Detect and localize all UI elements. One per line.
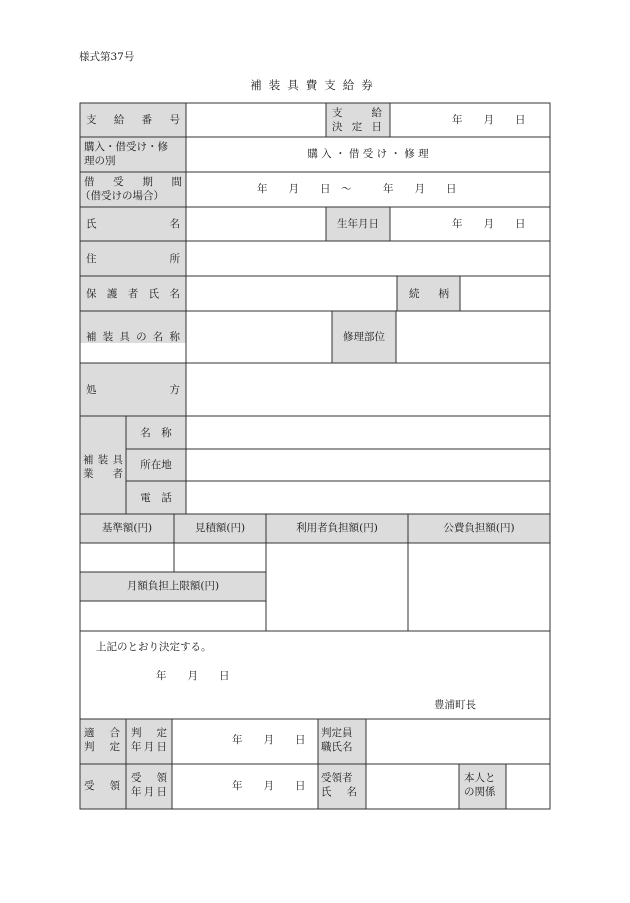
name-label: 氏 名 — [86, 218, 180, 230]
receipt-label: 受 領 — [84, 780, 120, 792]
decision-date-label-line1: 支 給 — [332, 107, 382, 119]
rental-period-label-line2: （借受けの場合） — [80, 190, 164, 202]
decision-date-value: 年 月 日 — [452, 114, 526, 126]
judge-label-line2: 職氏名 — [321, 741, 353, 753]
document-title: 補装具費支給券 — [250, 78, 380, 92]
vendor-location-label: 所在地 — [140, 459, 172, 471]
vendor-label-line2: 業 者 — [83, 468, 123, 480]
address-label: 住 所 — [86, 253, 180, 265]
receipt-date-label-line2: 年月日 — [131, 786, 167, 798]
type-label-line1: 購入・借受け・修 — [84, 141, 168, 153]
birth-date-value: 年 月 日 — [452, 218, 526, 230]
guardian-name-label: 保 護 者 氏 名 — [86, 288, 180, 300]
judgment-date-label-line1: 判 定 — [131, 727, 167, 739]
receiver-label-line2: 氏 名 — [321, 786, 357, 798]
relation-label-line1: 本人と — [464, 772, 496, 784]
vendor-label-line1: 補装具 — [83, 454, 123, 466]
judgment-label-line2: 判 定 — [84, 741, 120, 753]
public-burden-label: 公費負担額(円) — [443, 522, 515, 534]
payment-number-label: 支 給 番 号 — [86, 114, 180, 126]
judgment-date-label-line2: 年月日 — [131, 741, 167, 753]
rental-period-label-line1: 借 受 期 間 — [84, 176, 182, 188]
type-label-line2: 理の別 — [84, 155, 116, 167]
judgment-date-value: 年 月 日 — [232, 734, 306, 746]
judgment-label-line1: 適 合 — [84, 727, 120, 739]
birth-date-label: 生年月日 — [337, 218, 379, 230]
receipt-date-value: 年 月 日 — [232, 780, 306, 792]
receipt-date-label-line1: 受 領 — [131, 772, 167, 784]
decision-date-label-line2: 決 定 日 — [332, 121, 382, 133]
issuer: 豊浦町長 — [434, 699, 476, 711]
device-name-label: 補 装 具 の 名 称 — [86, 331, 180, 343]
standard-amount-label: 基準額(円) — [101, 522, 153, 534]
estimate-amount-label: 見積額(円) — [194, 522, 246, 534]
type-value: 購 入 ・ 借 受 け ・ 修 理 — [307, 148, 429, 160]
rental-period-value: 年 月 日 ～ 年 月 日 — [257, 183, 457, 195]
user-burden-label: 利用者負担額(円) — [296, 522, 378, 534]
vendor-phone-label: 電 話 — [140, 492, 172, 504]
vendor-name-label: 名 称 — [140, 427, 172, 439]
form-number: 様式第37号 — [79, 51, 135, 63]
prescription-label: 処 方 — [86, 384, 180, 396]
decision-text: 上記のとおり決定する。 — [96, 641, 212, 653]
repair-part-label: 修理部位 — [343, 331, 385, 343]
receiver-label-line1: 受領者 — [321, 772, 353, 784]
relation-label-line2: の関係 — [464, 786, 496, 798]
decision-date: 年 月 日 — [156, 670, 230, 682]
relationship-label: 続 柄 — [409, 288, 449, 300]
monthly-cap-label: 月額負担上限額(円) — [126, 580, 220, 592]
judge-label-line1: 判定員 — [321, 727, 353, 739]
